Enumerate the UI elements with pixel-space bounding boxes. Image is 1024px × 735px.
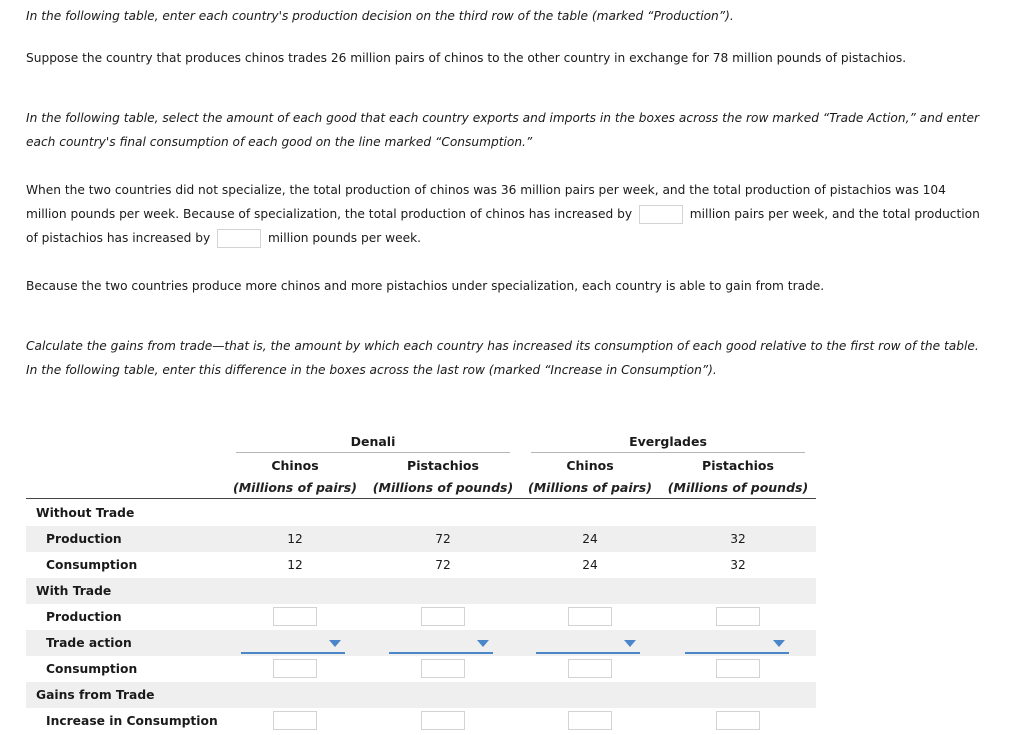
row-label-production: Production	[46, 532, 122, 546]
input-everglades-chinos-production[interactable]	[568, 607, 612, 626]
chevron-down-icon	[477, 640, 489, 647]
value-everglades-chinos-production: 24	[582, 532, 598, 546]
dropdown-everglades-chinos-trade[interactable]	[536, 634, 640, 654]
country-header-denali: Denali	[350, 434, 396, 449]
trade-statement: Suppose the country that produces chinos trades 26 million pairs of chinos to the other country in exchange for 78 million pounds of pistachios.	[26, 51, 907, 65]
input-everglades-pistachios-increase[interactable]	[716, 711, 760, 730]
input-denali-pistachios-production[interactable]	[421, 607, 465, 626]
row-with-trade	[26, 578, 816, 604]
column-unit-everglades-pistachios: (Millions of pounds)	[667, 480, 809, 495]
row-without-trade	[26, 500, 816, 526]
column-unit-denali-chinos: (Millions of pairs)	[233, 480, 357, 495]
input-everglades-chinos-consumption[interactable]	[568, 659, 612, 678]
value-denali-pistachios-consumption: 72	[435, 558, 451, 572]
value-everglades-chinos-consumption: 24	[582, 558, 598, 572]
specialization-text-b: million pairs per week, and the total production of pistachios has increased by	[26, 207, 980, 245]
section-label-with-trade: With Trade	[36, 584, 112, 598]
row-trade-action	[26, 630, 816, 656]
value-denali-chinos-consumption: 12	[287, 558, 303, 572]
header-divider	[26, 498, 816, 499]
input-denali-pistachios-consumption[interactable]	[421, 659, 465, 678]
row-label-production-with-trade: Production	[46, 610, 122, 624]
dropdown-denali-chinos-trade[interactable]	[241, 634, 345, 654]
row-consumption-with-trade	[26, 656, 816, 682]
input-denali-chinos-increase[interactable]	[273, 711, 317, 730]
specialization-text-c: million pounds per week.	[267, 231, 422, 245]
value-everglades-pistachios-consumption: 32	[730, 558, 746, 572]
section-label-without-trade: Without Trade	[36, 506, 135, 520]
input-denali-chinos-consumption[interactable]	[273, 659, 317, 678]
section-label-gains: Gains from Trade	[36, 688, 155, 702]
country-underline-everglades	[531, 452, 805, 453]
gain-statement: Because the two countries produce more chinos and more pistachios under specialization, each country is able to gain from trade.	[26, 279, 825, 293]
specialization-text-a: When the two countries did not specialize, the total production of chinos was 36 million pairs per week, and the total production of pistachios was 104 million pounds per week. Because of specialization, the total production of chinos has increased by	[26, 183, 946, 221]
row-increase-in-consumption	[26, 708, 816, 734]
instruction-production: In the following table, enter each country's production decision on the third row of the table (marked “Production”).	[26, 9, 734, 23]
column-header-denali-pistachios: Pistachios	[407, 458, 479, 473]
chevron-down-icon	[773, 640, 785, 647]
input-everglades-pistachios-consumption[interactable]	[716, 659, 760, 678]
column-header-everglades-pistachios: Pistachios	[702, 458, 774, 473]
column-unit-everglades-chinos: (Millions of pairs)	[528, 480, 652, 495]
specialization-question	[26, 178, 986, 250]
row-consumption-without-trade	[26, 552, 816, 578]
row-gains-from-trade	[26, 682, 816, 708]
input-denali-pistachios-increase[interactable]	[421, 711, 465, 730]
chevron-down-icon	[329, 640, 341, 647]
instruction-gains: Calculate the gains from trade—that is, the amount by which each country has increased its consumption of each good relative to the first row of the table. In the following table, enter this difference in the boxes across the last row (marked “Increase in Consumption”).	[26, 339, 979, 377]
country-underline-denali	[236, 452, 510, 453]
input-denali-chinos-production[interactable]	[273, 607, 317, 626]
dropdown-everglades-pistachios-trade[interactable]	[685, 634, 789, 654]
row-label-increase: Increase in Consumption	[46, 714, 218, 728]
column-unit-denali-pistachios: (Millions of pounds)	[372, 480, 514, 495]
value-denali-chinos-production: 12	[287, 532, 303, 546]
input-everglades-pistachios-production[interactable]	[716, 607, 760, 626]
row-label-consumption-with-trade: Consumption	[46, 662, 138, 676]
value-everglades-pistachios-production: 32	[730, 532, 746, 546]
row-label-trade-action: Trade action	[46, 636, 132, 650]
row-production-with-trade	[26, 604, 816, 630]
dropdown-denali-pistachios-trade[interactable]	[389, 634, 493, 654]
pistachios-increase-input[interactable]	[217, 229, 261, 248]
value-denali-pistachios-production: 72	[435, 532, 451, 546]
country-header-everglades: Everglades	[629, 434, 707, 449]
row-production-without-trade	[26, 526, 816, 552]
chinos-increase-input[interactable]	[639, 205, 683, 224]
input-everglades-chinos-increase[interactable]	[568, 711, 612, 730]
column-header-denali-chinos: Chinos	[271, 458, 319, 473]
instruction-trade-action: In the following table, select the amount of each good that each country exports and imports in the boxes across the row marked “Trade Action,” and enter each country's final consumption of each good on the line marked “Consumption.”	[26, 111, 979, 149]
chevron-down-icon	[624, 640, 636, 647]
column-header-everglades-chinos: Chinos	[566, 458, 614, 473]
row-label-consumption: Consumption	[46, 558, 138, 572]
